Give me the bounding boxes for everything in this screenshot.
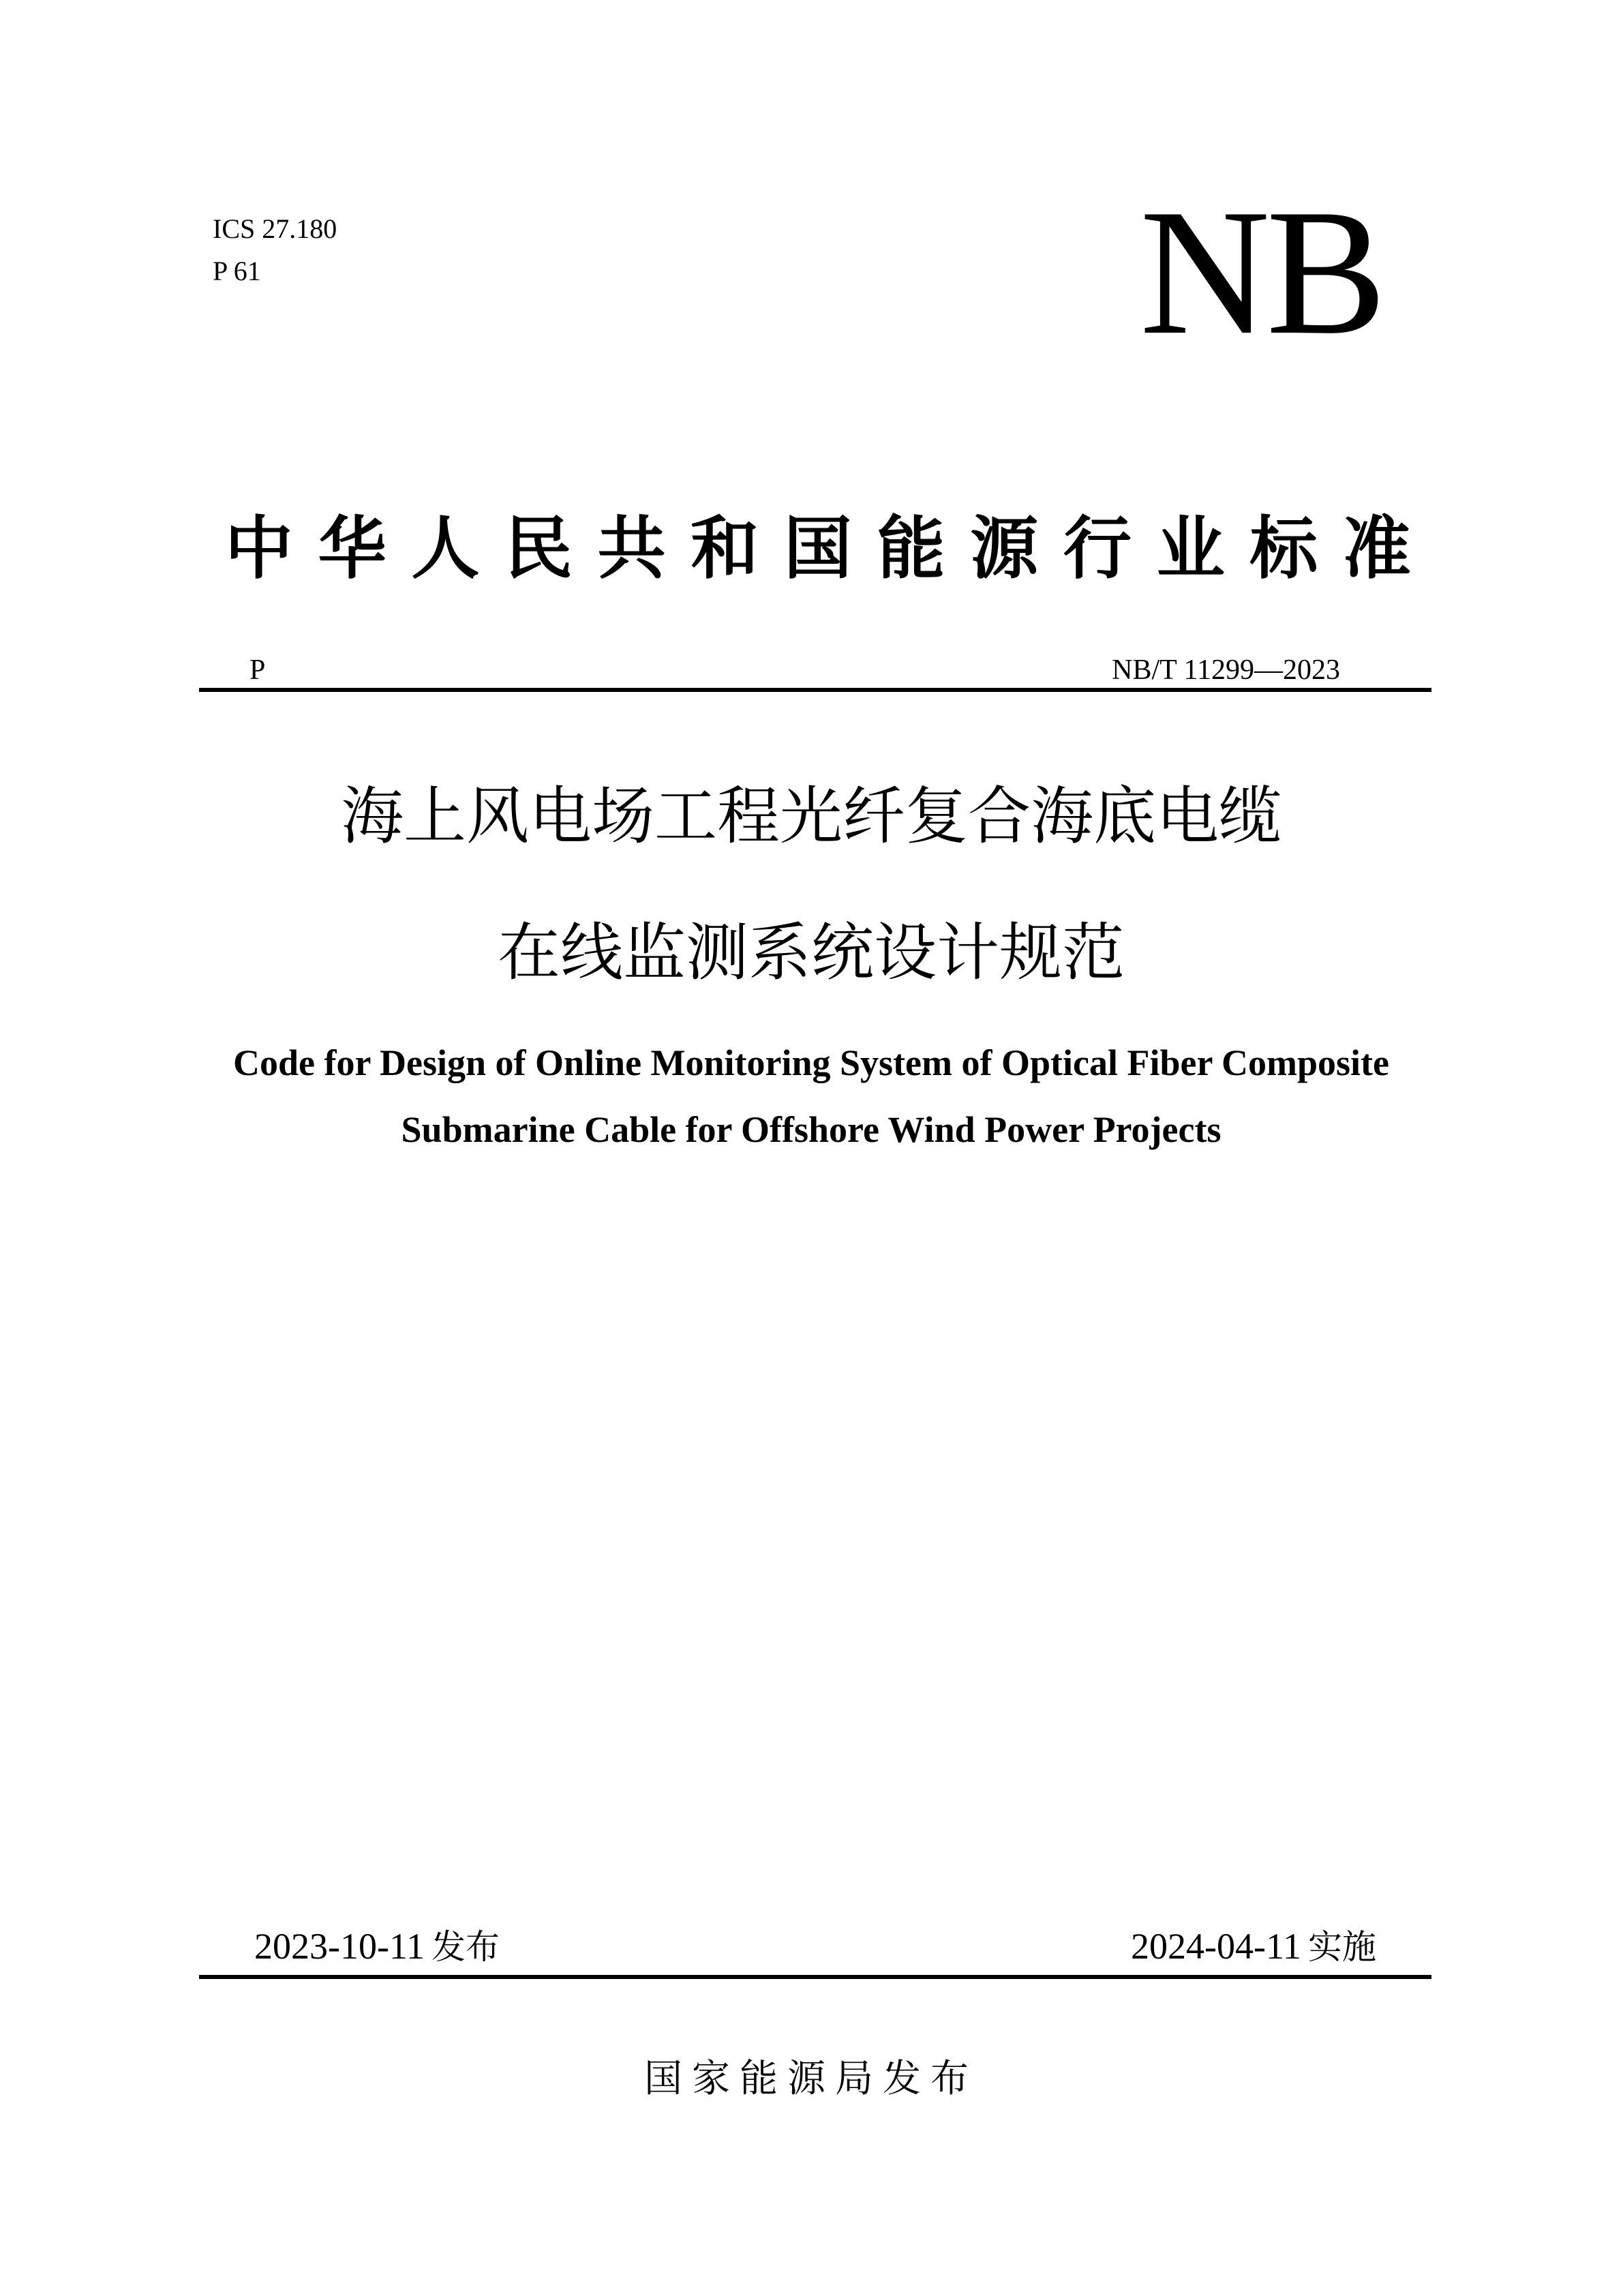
top-divider <box>199 688 1431 692</box>
industry-title-char: 共 <box>597 509 666 588</box>
standard-number: NB/T 11299—2023 <box>1112 654 1340 686</box>
industry-title-char: 中 <box>225 509 293 588</box>
english-title-line-1: Code for Design of Online Monitoring System of Optical Fiber Composite <box>233 1042 1389 1083</box>
industry-title-char: 民 <box>504 509 573 588</box>
issue-date-value: 2023-10-11 <box>254 1926 425 1967</box>
implementation-date-value: 2024-04-11 <box>1131 1926 1301 1967</box>
ccs-code: P 61 <box>213 256 261 286</box>
industry-title-char: 业 <box>1156 509 1225 588</box>
industry-standard-title <box>225 504 1411 593</box>
industry-title-char: 源 <box>970 509 1039 588</box>
ics-code: ICS 27.180 <box>213 213 337 244</box>
industry-title-char: 准 <box>1342 509 1411 588</box>
chinese-title-line-1: 海上风电场工程光纤复合海底电缆 <box>340 780 1281 853</box>
bottom-divider <box>199 1975 1431 1979</box>
issue-date <box>254 1922 500 1971</box>
standard-category-label: P <box>249 654 266 686</box>
industry-title-char: 能 <box>877 509 945 588</box>
chinese-title-line-2: 在线监测系统设计规范 <box>497 916 1125 989</box>
issue-date-label: 发布 <box>431 1927 500 1967</box>
industry-title-char: 国 <box>783 509 852 588</box>
industry-title-char: 行 <box>1063 509 1132 588</box>
implementation-date-label: 实施 <box>1308 1927 1376 1967</box>
publisher: 国家能源局发布 <box>644 2057 978 2101</box>
english-title-line-2: Submarine Cable for Offshore Wind Power Projects <box>401 1109 1222 1150</box>
industry-title-char: 人 <box>411 509 480 588</box>
industry-title-char: 标 <box>1249 509 1318 588</box>
implementation-date <box>1131 1922 1376 1971</box>
industry-title-char: 和 <box>691 509 759 588</box>
industry-title-char: 华 <box>318 509 386 588</box>
nb-logo: NB <box>1140 172 1383 372</box>
